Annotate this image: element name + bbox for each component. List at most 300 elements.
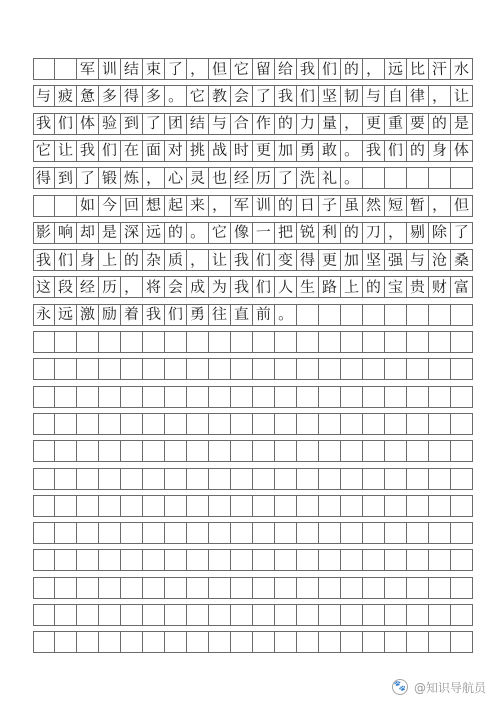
grid-cell — [341, 85, 363, 107]
grid-cell — [385, 331, 407, 353]
grid-cell — [319, 276, 341, 298]
grid-cell — [363, 577, 385, 599]
grid-band — [33, 304, 473, 326]
grid-cell — [187, 549, 209, 571]
cell-char: 军 — [233, 195, 250, 215]
grid-cell — [55, 222, 77, 244]
grid-cell — [187, 522, 209, 544]
grid-cell — [319, 58, 341, 80]
grid-cell — [33, 386, 55, 408]
grid-cell — [451, 577, 473, 599]
grid-cell — [297, 386, 319, 408]
grid-cell — [385, 549, 407, 571]
grid-cell — [253, 577, 275, 599]
grid-cell — [451, 604, 473, 626]
grid-band — [33, 549, 473, 571]
grid-cell — [253, 222, 275, 244]
grid-cell — [363, 222, 385, 244]
grid-row — [33, 631, 473, 653]
cell-char: 锐 — [299, 223, 316, 242]
grid-cell — [231, 358, 253, 380]
grid-band — [33, 167, 473, 189]
grid-row — [33, 468, 473, 490]
grid-cell — [385, 140, 407, 162]
grid-cell — [429, 468, 451, 490]
grid-cell — [407, 495, 429, 517]
grid-cell — [33, 304, 55, 326]
grid-cell — [451, 440, 473, 462]
grid-band — [33, 113, 473, 135]
cell-char: 是 — [101, 223, 118, 242]
grid-cell — [209, 358, 231, 380]
grid-cell — [319, 440, 341, 462]
cell-char: 体 — [79, 113, 96, 133]
grid-cell — [407, 58, 429, 80]
grid-cell — [187, 577, 209, 599]
grid-cell — [275, 167, 297, 189]
cell-char: 们 — [57, 250, 74, 269]
grid-cell — [451, 222, 473, 244]
cell-char: 勇 — [189, 304, 206, 324]
cell-char: 结 — [123, 59, 140, 78]
cell-char: ， — [431, 195, 448, 215]
grid-cell — [253, 331, 275, 353]
grid-cell — [275, 522, 297, 544]
cell-char: 体 — [453, 141, 470, 160]
grid-cell — [33, 522, 55, 544]
grid-cell — [209, 440, 231, 462]
paw-icon: 🐾 — [392, 679, 408, 695]
cell-char: 锻 — [101, 168, 118, 187]
grid-cell — [187, 440, 209, 462]
grid-cell — [341, 440, 363, 462]
cell-char: ， — [123, 277, 140, 297]
grid-cell — [253, 167, 275, 189]
cell-char: 勇 — [299, 141, 316, 160]
grid-cell — [429, 167, 451, 189]
grid-cell — [77, 249, 99, 271]
grid-cell — [275, 577, 297, 599]
grid-cell — [33, 413, 55, 435]
grid-row — [33, 140, 473, 162]
grid-cell — [341, 468, 363, 490]
cell-char: 量 — [321, 113, 338, 133]
cell-char: 的 — [365, 277, 382, 297]
grid-cell — [143, 413, 165, 435]
grid-cell — [429, 413, 451, 435]
grid-cell — [33, 276, 55, 298]
grid-row — [33, 577, 473, 599]
grid-cell — [297, 413, 319, 435]
cell-char: 结 — [189, 113, 206, 133]
grid-cell — [231, 304, 253, 326]
cell-char: 的 — [343, 59, 360, 78]
cell-char: 日 — [299, 195, 316, 215]
grid-cell — [297, 631, 319, 653]
grid-cell — [209, 522, 231, 544]
grid-cell — [363, 276, 385, 298]
grid-cell — [385, 468, 407, 490]
grid-cell — [187, 167, 209, 189]
grid-cell — [231, 195, 253, 217]
grid-cell — [77, 140, 99, 162]
cell-char: 会 — [167, 277, 184, 297]
grid-cell — [77, 358, 99, 380]
grid-cell — [77, 468, 99, 490]
grid-cell — [55, 58, 77, 80]
grid-cell — [143, 140, 165, 162]
cell-char: 。 — [343, 168, 360, 187]
cell-char: 的 — [431, 113, 448, 133]
grid-cell — [143, 276, 165, 298]
grid-cell — [363, 495, 385, 517]
cell-char: 深 — [123, 223, 140, 242]
cell-char: 往 — [211, 304, 228, 324]
grid-cell — [451, 358, 473, 380]
grid-cell — [429, 358, 451, 380]
grid-cell — [407, 549, 429, 571]
grid-cell — [99, 413, 121, 435]
grid-cell — [363, 549, 385, 571]
grid-cell — [253, 549, 275, 571]
cell-char: 的 — [409, 141, 426, 160]
cell-char: 们 — [299, 86, 316, 106]
grid-cell — [297, 604, 319, 626]
grid-cell — [429, 276, 451, 298]
grid-cell — [341, 549, 363, 571]
grid-cell — [33, 495, 55, 517]
grid-cell — [33, 468, 55, 490]
grid-cell — [297, 468, 319, 490]
grid-cell — [363, 167, 385, 189]
grid-cell — [99, 167, 121, 189]
grid-cell — [275, 58, 297, 80]
grid-cell — [55, 195, 77, 217]
cell-char: 训 — [255, 195, 272, 215]
grid-cell — [77, 549, 99, 571]
cell-char: 们 — [387, 141, 404, 160]
grid-cell — [253, 413, 275, 435]
cell-char: 来 — [189, 195, 206, 215]
grid-cell — [407, 413, 429, 435]
grid-cell — [165, 386, 187, 408]
grid-cell — [363, 440, 385, 462]
cell-char: 惫 — [79, 86, 96, 106]
grid-cell — [385, 167, 407, 189]
grid-cell — [121, 276, 143, 298]
grid-cell — [297, 222, 319, 244]
cell-char: 它 — [211, 223, 228, 242]
grid-cell — [209, 468, 231, 490]
grid-cell — [429, 222, 451, 244]
grid-cell — [77, 58, 99, 80]
grid-cell — [297, 167, 319, 189]
cell-char: 面 — [145, 141, 162, 160]
grid-cell — [165, 195, 187, 217]
grid-cell — [209, 249, 231, 271]
grid-cell — [385, 195, 407, 217]
cell-char: 人 — [277, 277, 294, 297]
cell-char: 是 — [453, 113, 470, 133]
cell-char: 着 — [123, 304, 140, 324]
grid-cell — [451, 167, 473, 189]
grid-cell — [385, 440, 407, 462]
grid-band — [33, 195, 473, 217]
grid-cell — [341, 604, 363, 626]
grid-cell — [341, 631, 363, 653]
cell-char: 疲 — [57, 86, 74, 106]
grid-cell — [77, 331, 99, 353]
grid-cell — [275, 358, 297, 380]
grid-cell — [55, 331, 77, 353]
grid-cell — [55, 549, 77, 571]
cell-char: 重 — [387, 113, 404, 133]
grid-cell — [55, 113, 77, 135]
grid-cell — [121, 85, 143, 107]
cell-char: 留 — [255, 59, 272, 78]
grid-cell — [385, 222, 407, 244]
cell-char: 宝 — [387, 277, 404, 297]
grid-cell — [209, 167, 231, 189]
grid-cell — [99, 386, 121, 408]
grid-cell — [319, 140, 341, 162]
cell-char: 对 — [167, 141, 184, 160]
grid-cell — [231, 468, 253, 490]
grid-cell — [385, 276, 407, 298]
grid-cell — [77, 222, 99, 244]
cell-char: ， — [431, 86, 448, 106]
grid-cell — [187, 495, 209, 517]
cell-char: 。 — [343, 141, 360, 160]
grid-cell — [121, 631, 143, 653]
cell-char: 的 — [123, 250, 140, 269]
cell-char: 了 — [255, 86, 272, 106]
grid-cell — [33, 358, 55, 380]
grid-cell — [275, 440, 297, 462]
cell-char: 身 — [79, 250, 96, 269]
grid-cell — [165, 167, 187, 189]
cell-char: 短 — [387, 195, 404, 215]
grid-cell — [143, 386, 165, 408]
grid-cell — [165, 222, 187, 244]
grid-row — [33, 249, 473, 271]
grid-band — [33, 440, 473, 462]
cell-char: 它 — [233, 59, 250, 78]
grid-cell — [275, 140, 297, 162]
grid-cell — [407, 440, 429, 462]
cell-char: 们 — [167, 304, 184, 324]
grid-cell — [385, 304, 407, 326]
cell-char: 但 — [211, 59, 228, 78]
cell-char: 们 — [321, 59, 338, 78]
grid-cell — [363, 331, 385, 353]
grid-cell — [231, 549, 253, 571]
grid-cell — [209, 413, 231, 435]
grid-cell — [77, 195, 99, 217]
grid-cell — [253, 276, 275, 298]
grid-cell — [231, 222, 253, 244]
grid-cell — [55, 631, 77, 653]
grid-cell — [165, 331, 187, 353]
grid-band — [33, 577, 473, 599]
grid-cell — [209, 577, 231, 599]
grid-cell — [275, 413, 297, 435]
grid-cell — [319, 195, 341, 217]
grid-cell — [99, 58, 121, 80]
grid-cell — [209, 495, 231, 517]
cell-char: 将 — [145, 277, 162, 297]
grid-cell — [341, 195, 363, 217]
grid-cell — [55, 413, 77, 435]
grid-cell — [187, 304, 209, 326]
cell-char: 到 — [57, 168, 74, 187]
cell-char: 励 — [101, 304, 118, 324]
cell-char: 经 — [233, 168, 250, 187]
cell-char: 杂 — [145, 250, 162, 269]
grid-cell — [297, 577, 319, 599]
grid-cell — [297, 113, 319, 135]
grid-cell — [451, 85, 473, 107]
grid-cell — [319, 468, 341, 490]
grid-cell — [143, 631, 165, 653]
cell-char: 如 — [79, 195, 96, 215]
cell-char — [36, 198, 52, 214]
cell-char: 我 — [277, 86, 294, 106]
cell-char: 远 — [145, 223, 162, 242]
grid-row — [33, 522, 473, 544]
grid-band — [33, 276, 473, 298]
cell-char: ， — [189, 250, 206, 269]
grid-cell — [385, 358, 407, 380]
grid-cell — [341, 167, 363, 189]
grid-cell — [231, 386, 253, 408]
grid-cell — [165, 358, 187, 380]
grid-cell — [451, 468, 473, 490]
grid-cell — [209, 140, 231, 162]
cell-char: 影 — [36, 223, 52, 242]
grid-cell — [165, 58, 187, 80]
grid-cell — [297, 331, 319, 353]
grid-cell — [363, 85, 385, 107]
grid-cell — [297, 58, 319, 80]
grid-cell — [33, 140, 55, 162]
cell-char: 贵 — [409, 277, 426, 297]
grid-cell — [451, 495, 473, 517]
cell-char: 与 — [36, 86, 52, 106]
grid-cell — [253, 58, 275, 80]
grid-band — [33, 386, 473, 408]
grid-cell — [121, 195, 143, 217]
cell-char: 的 — [167, 223, 184, 242]
grid-cell — [99, 549, 121, 571]
grid-cell — [231, 631, 253, 653]
grid-cell — [275, 495, 297, 517]
grid-cell — [451, 413, 473, 435]
grid-cell — [253, 195, 275, 217]
grid-cell — [55, 249, 77, 271]
grid-cell — [297, 358, 319, 380]
grid-row — [33, 58, 473, 80]
grid-cell — [275, 604, 297, 626]
grid-cell — [143, 577, 165, 599]
cell-char: 一 — [255, 223, 272, 242]
grid-cell — [187, 413, 209, 435]
cell-char: 了 — [277, 168, 294, 187]
grid-cell — [319, 495, 341, 517]
grid-cell — [253, 249, 275, 271]
cell-char: 在 — [123, 141, 140, 160]
grid-cell — [253, 113, 275, 135]
cell-char: 想 — [145, 195, 162, 215]
grid-cell — [319, 522, 341, 544]
grid-cell — [363, 413, 385, 435]
grid-cell — [231, 577, 253, 599]
grid-cell — [77, 85, 99, 107]
grid-cell — [77, 631, 99, 653]
grid-cell — [297, 249, 319, 271]
grid-cell — [341, 331, 363, 353]
grid-cell — [341, 386, 363, 408]
grid-cell — [385, 604, 407, 626]
cell-char: 但 — [453, 195, 470, 215]
grid-row — [33, 440, 473, 462]
cell-char: 除 — [431, 223, 448, 242]
grid-cell — [407, 468, 429, 490]
grid-cell — [55, 577, 77, 599]
grid-cell — [77, 304, 99, 326]
cell-char: 们 — [101, 141, 118, 160]
grid-cell — [341, 222, 363, 244]
cell-char: 今 — [101, 195, 118, 215]
grid-cell — [275, 331, 297, 353]
grid-band — [33, 468, 473, 490]
cell-char: 心 — [167, 168, 184, 187]
grid-cell — [407, 358, 429, 380]
grid-cell — [99, 195, 121, 217]
cell-char: 上 — [343, 277, 360, 297]
grid-cell — [121, 468, 143, 490]
cell-char: 历 — [101, 277, 118, 297]
grid-cell — [165, 495, 187, 517]
cell-char: 礼 — [321, 168, 338, 187]
grid-cell — [143, 304, 165, 326]
cell-char: 给 — [277, 59, 294, 78]
cell-char — [58, 61, 74, 77]
grid-cell — [363, 113, 385, 135]
grid-cell — [143, 167, 165, 189]
grid-cell — [385, 522, 407, 544]
grid-cell — [33, 440, 55, 462]
grid-cell — [407, 249, 429, 271]
grid-cell — [187, 468, 209, 490]
grid-cell — [231, 413, 253, 435]
grid-cell — [55, 85, 77, 107]
grid-cell — [33, 331, 55, 353]
grid-cell — [363, 58, 385, 80]
grid-cell — [341, 276, 363, 298]
grid-cell — [121, 413, 143, 435]
cell-char: 让 — [453, 86, 470, 106]
grid-cell — [55, 604, 77, 626]
grid-cell — [231, 604, 253, 626]
grid-cell — [341, 358, 363, 380]
grid-cell — [143, 85, 165, 107]
grid-cell — [341, 577, 363, 599]
grid-cell — [451, 331, 473, 353]
grid-cell — [275, 85, 297, 107]
cell-char: 为 — [211, 277, 228, 297]
cell-char: ， — [365, 59, 382, 78]
